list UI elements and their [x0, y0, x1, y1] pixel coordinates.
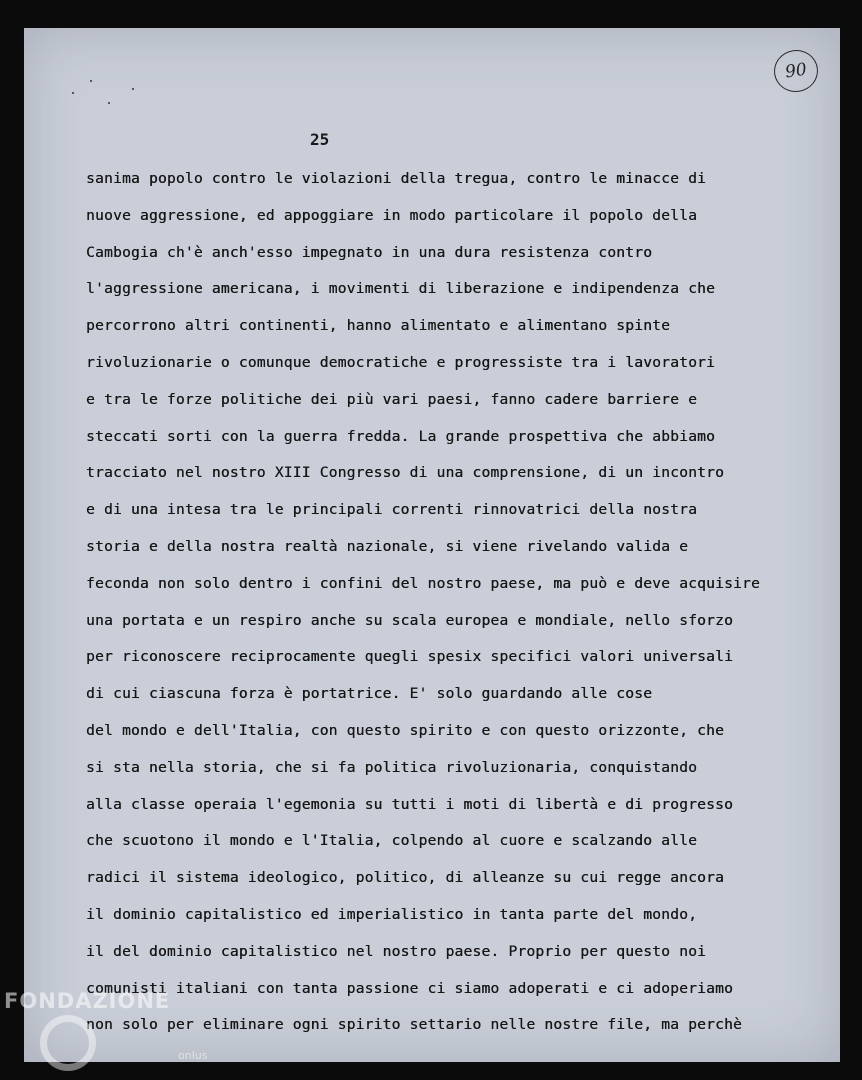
text-line: non solo per eliminare ogni spirito settario nelle nostre file, ma perchè — [86, 1016, 742, 1034]
speck — [132, 88, 134, 90]
text-line: per riconoscere reciprocamente quegli spesix specifici valori universali — [86, 648, 734, 666]
text-line: nuove aggressione, ed appoggiare in modo particolare il popolo della — [86, 206, 698, 224]
typed-text-body — [86, 165, 831, 1048]
text-line: steccati sorti con la guerra fredda. La grande prospettiva che abbiamo — [86, 427, 716, 445]
text-line: feconda non solo dentro i confini del nostro paese, ma può e deve acquisire — [86, 574, 760, 592]
text-line: Cambogia ch'è anch'esso impegnato in una dura resistenza contro — [86, 243, 653, 261]
speck — [108, 102, 110, 104]
text-line: storia e della nostra realtà nazionale, si viene rivelando valida e — [86, 537, 689, 555]
text-line: l'aggressione americana, i movimenti di liberazione e indipendenza che — [86, 280, 716, 298]
text-line: e tra le forze politiche dei più vari paesi, fanno cadere barriere e — [86, 390, 698, 408]
text-line: del mondo e dell'Italia, con questo spirito e con questo orizzonte, che — [86, 721, 725, 739]
speck — [72, 92, 74, 94]
archive-number: 90 — [771, 47, 820, 95]
ink-specks — [68, 76, 148, 116]
text-line: una portata e un respiro anche su scala europea e mondiale, nello sforzo — [86, 611, 734, 629]
watermark-subtext: onlus — [178, 1049, 208, 1062]
text-line: comunisti italiani con tanta passione ci siamo adoperati e ci adoperiamo — [86, 979, 734, 997]
text-line: si sta nella storia, che si fa politica rivoluzionaria, conquistando — [86, 758, 698, 776]
speck — [90, 80, 92, 82]
text-line: tracciato nel nostro XIII Congresso di una comprensione, di un incontro — [86, 464, 725, 482]
text-line: sanima popolo contro le violazioni della tregua, contro le minacce di — [86, 170, 707, 187]
text-line: percorrono altri continenti, hanno alimentato e alimentano spinte — [86, 317, 671, 335]
page-number: 25 — [310, 130, 330, 149]
text-line: alla classe operaia l'egemonia su tutti i moti di libertà e di progresso — [86, 795, 734, 813]
watermark-text: FONDAZIONE — [4, 989, 171, 1013]
text-line: il del dominio capitalistico nel nostro paese. Proprio per questo noi — [86, 942, 707, 960]
text-line: radici il sistema ideologico, politico, di alleanze su cui regge ancora — [86, 869, 725, 887]
text-line: il dominio capitalistico ed imperialistico in tanta parte del mondo, — [86, 905, 698, 923]
text-line: di cui ciascuna forza è portatrice. E' solo guardando alle cose — [86, 685, 653, 703]
text-line: che scuotono il mondo e l'Italia, colpendo al cuore e scalzando alle — [86, 832, 698, 850]
text-line: e di una intesa tra le principali correnti rinnovatrici della nostra — [86, 501, 698, 519]
text-line: rivoluzionarie o comunque democratiche e progressiste tra i lavoratori — [86, 353, 716, 371]
